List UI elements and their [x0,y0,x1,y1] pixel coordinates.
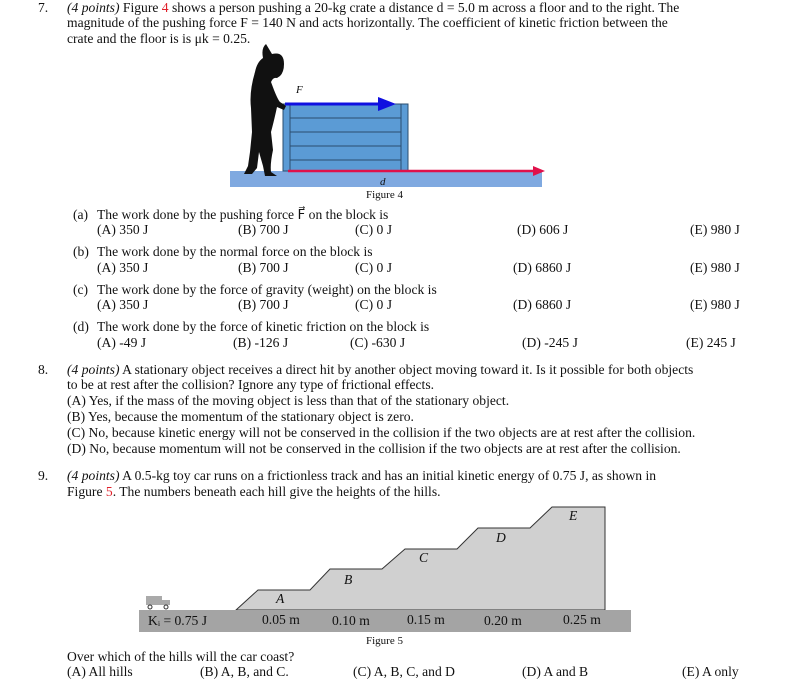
part-question: The work done by the pushing force F⃗ on the block is [97,207,389,222]
hill-b-label: B [344,572,353,587]
q7-line1-b: shows a person pushing a 20-kg crate a distance d = 5.0 m across a floor and to the right. The [172,0,680,15]
option-a[interactable]: (A) -49 J [97,335,147,350]
displacement-label: d⃗ [380,176,395,188]
hill-c-label: C [419,550,429,565]
option-e[interactable]: (E) 980 J [690,222,740,237]
q8-line2: to be at rest after the collision? Ignore any type of frictional effects. [67,377,435,392]
option-c[interactable]: (C) 0 J [355,222,393,237]
q7-line3: crate and the floor is is μk = 0.25. [67,31,251,46]
q8-line1-text: A stationary object receives a direct hit by another object moving toward it. Is it possible for both objects [122,362,694,377]
q7-number: 7. [38,0,49,15]
part-question: The work done by the force of kinetic friction on the block is [97,319,430,334]
option-a[interactable]: (A) 350 J [97,260,149,275]
hill-b-height: 0.10 m [332,613,370,628]
option-c[interactable]: (C) 0 J [355,297,393,312]
figure-5-link[interactable]: 5 [105,484,113,499]
force-label: F⃗ [296,84,312,96]
q9-number: 9. [38,468,49,483]
hill-e-height: 0.25 m [563,612,601,627]
q7-line2: magnitude of the pushing force F = 140 N and acts horizontally. The coefficient of kinetic friction between the [67,15,668,30]
figure-5-caption: Figure 5 [366,635,403,647]
option-a[interactable]: (A) 350 J [97,222,149,237]
q9-line1-text: A 0.5-kg toy car runs on a frictionless track and has an initial kinetic energy of 0.75 J, as shown in [122,468,657,483]
hill-c-height: 0.15 m [407,612,445,627]
part-label: (d) [73,319,89,334]
figure-4-link[interactable]: 4 [161,0,169,15]
option-d[interactable]: (D) 6860 J [513,260,572,275]
q9-line2-a: Figure [67,484,103,499]
q8-option-c[interactable]: (C) No, because kinetic energy will not be conserved in the collision if the two objects are at rest after the collision. [67,425,696,440]
option-e[interactable]: (E) 980 J [690,297,740,312]
hill-a-label: A [276,591,285,606]
option-b[interactable]: (B) 700 J [238,260,289,275]
part-question: The work done by the normal force on the block is [97,244,373,259]
q9-option-d[interactable]: (D) A and B [522,664,589,679]
option-d[interactable]: (D) 6860 J [513,297,572,312]
option-d[interactable]: (D) 606 J [517,222,569,237]
part-question: The work done by the force of gravity (weight) on the block is [97,282,437,297]
q9-option-c[interactable]: (C) A, B, C, and D [353,664,455,679]
q8-points: (4 points) [67,362,120,377]
q7-points: (4 points) [67,0,120,15]
part-label: (a) [73,207,89,222]
q9-option-b[interactable]: (B) A, B, and C. [200,664,289,679]
figure-4-caption: Figure 4 [366,189,403,201]
q8-option-d[interactable]: (D) No, because momentum will not be conserved in the collision if the two objects are at rest after the collision. [67,441,681,456]
q9-option-e[interactable]: (E) A only [682,664,739,679]
hill-d-label: D [496,530,506,545]
q8-option-a[interactable]: (A) Yes, if the mass of the moving object is less than that of the stationary object. [67,393,510,408]
hill-d-height: 0.20 m [484,613,522,628]
part-label: (b) [73,244,89,259]
q8-option-b[interactable]: (B) Yes, because the momentum of the stationary object is zero. [67,409,414,424]
q7-line1-a: Figure [122,0,159,15]
option-d[interactable]: (D) -245 J [522,335,578,350]
q9-option-a[interactable]: (A) All hills [67,664,133,679]
ground [139,610,631,632]
toy-car-icon [146,596,170,609]
hill-a-height: 0.05 m [262,612,300,627]
q8-number: 8. [38,362,49,377]
hill-e-label: E [569,508,578,523]
initial-ke-label: Kᵢ = 0.75 J [148,613,207,628]
q9-question: Over which of the hills will the car coast? [67,649,295,664]
option-e[interactable]: (E) 980 J [690,260,740,275]
q9-line2-b: . The numbers beneath each hill give the heights of the hills. [112,484,441,499]
option-b[interactable]: (B) 700 J [238,222,289,237]
option-a[interactable]: (A) 350 J [97,297,149,312]
option-b[interactable]: (B) -126 J [233,335,289,350]
option-c[interactable]: (C) 0 J [355,260,393,275]
part-label: (c) [73,282,89,297]
q9-points: (4 points) [67,468,120,483]
option-e[interactable]: (E) 245 J [686,335,736,350]
option-c[interactable]: (C) -630 J [350,335,406,350]
option-b[interactable]: (B) 700 J [238,297,289,312]
